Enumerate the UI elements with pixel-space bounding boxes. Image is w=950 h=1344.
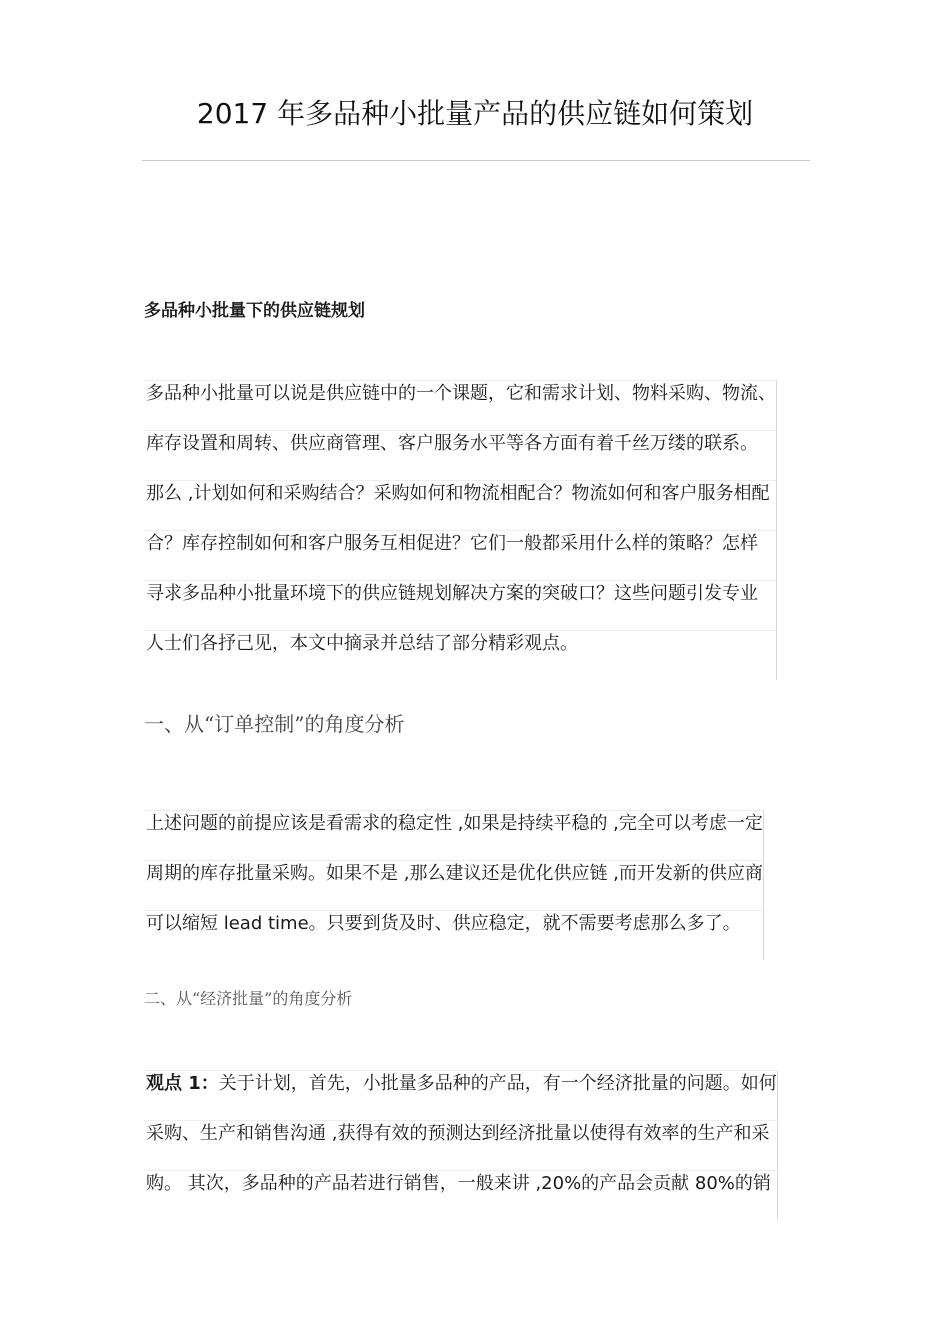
section-heading-order-control: 一、从“订单控制”的角度分析 <box>144 712 405 736</box>
document-title: 2017 年多品种小批量产品的供应链如何策划 <box>196 97 754 130</box>
paragraph-line: 人士们各抒己见，本文中摘录并总结了部分精彩观点。 <box>144 630 777 680</box>
section-heading-economic-batch: 二、从“经济批量”的角度分析 <box>144 989 353 1008</box>
paragraph-line: 合？库存控制如何和客户服务互相促进？它们一般都采用什么样的策略？怎样 <box>144 530 777 580</box>
intro-paragraph <box>144 380 777 680</box>
paragraph-line: 上述问题的前提应该是看需求的稳定性 ,如果是持续平稳的 ,完全可以考虑一定 <box>144 810 764 860</box>
order-control-paragraph <box>144 810 764 960</box>
paragraph-line: 那么 ,计划如何和采购结合？采购如何和物流相配合？物流如何和客户服务相配 <box>144 480 777 530</box>
paragraph-line: 购。 其次，多品种的产品若进行销售，一般来讲 ,20%的产品会贡献 80%的销 <box>144 1170 778 1220</box>
paragraph-line: 采购、生产和销售沟通 ,获得有效的预测达到经济批量以使得有效率的生产和采 <box>144 1120 778 1170</box>
paragraph-text: 关于计划，首先，小批量多品种的产品，有一个经济批量的问题。如何 <box>218 1073 777 1094</box>
paragraph-line: 寻求多品种小批量环境下的供应链规划解决方案的突破口？这些问题引发专业 <box>144 580 777 630</box>
viewpoint-label: 观点 1： <box>146 1073 219 1094</box>
economic-batch-paragraph <box>144 1070 778 1220</box>
paragraph-line: 库存设置和周转、供应商管理、客户服务水平等各方面有着千丝万缕的联系。 <box>144 430 777 480</box>
paragraph-line: 可以缩短 lead time。只要到货及时、供应稳定，就不需要考虑那么多了。 <box>144 910 764 960</box>
section-subheading: 多品种小批量下的供应链规划 <box>144 301 365 321</box>
title-divider <box>142 160 810 161</box>
paragraph-line: 多品种小批量可以说是供应链中的一个课题，它和需求计划、物料采购、物流、 <box>144 380 777 430</box>
paragraph-line: 周期的库存批量采购。如果不是 ,那么建议还是优化供应链 ,而开发新的供应商 <box>144 860 764 910</box>
paragraph-line <box>144 1070 778 1120</box>
